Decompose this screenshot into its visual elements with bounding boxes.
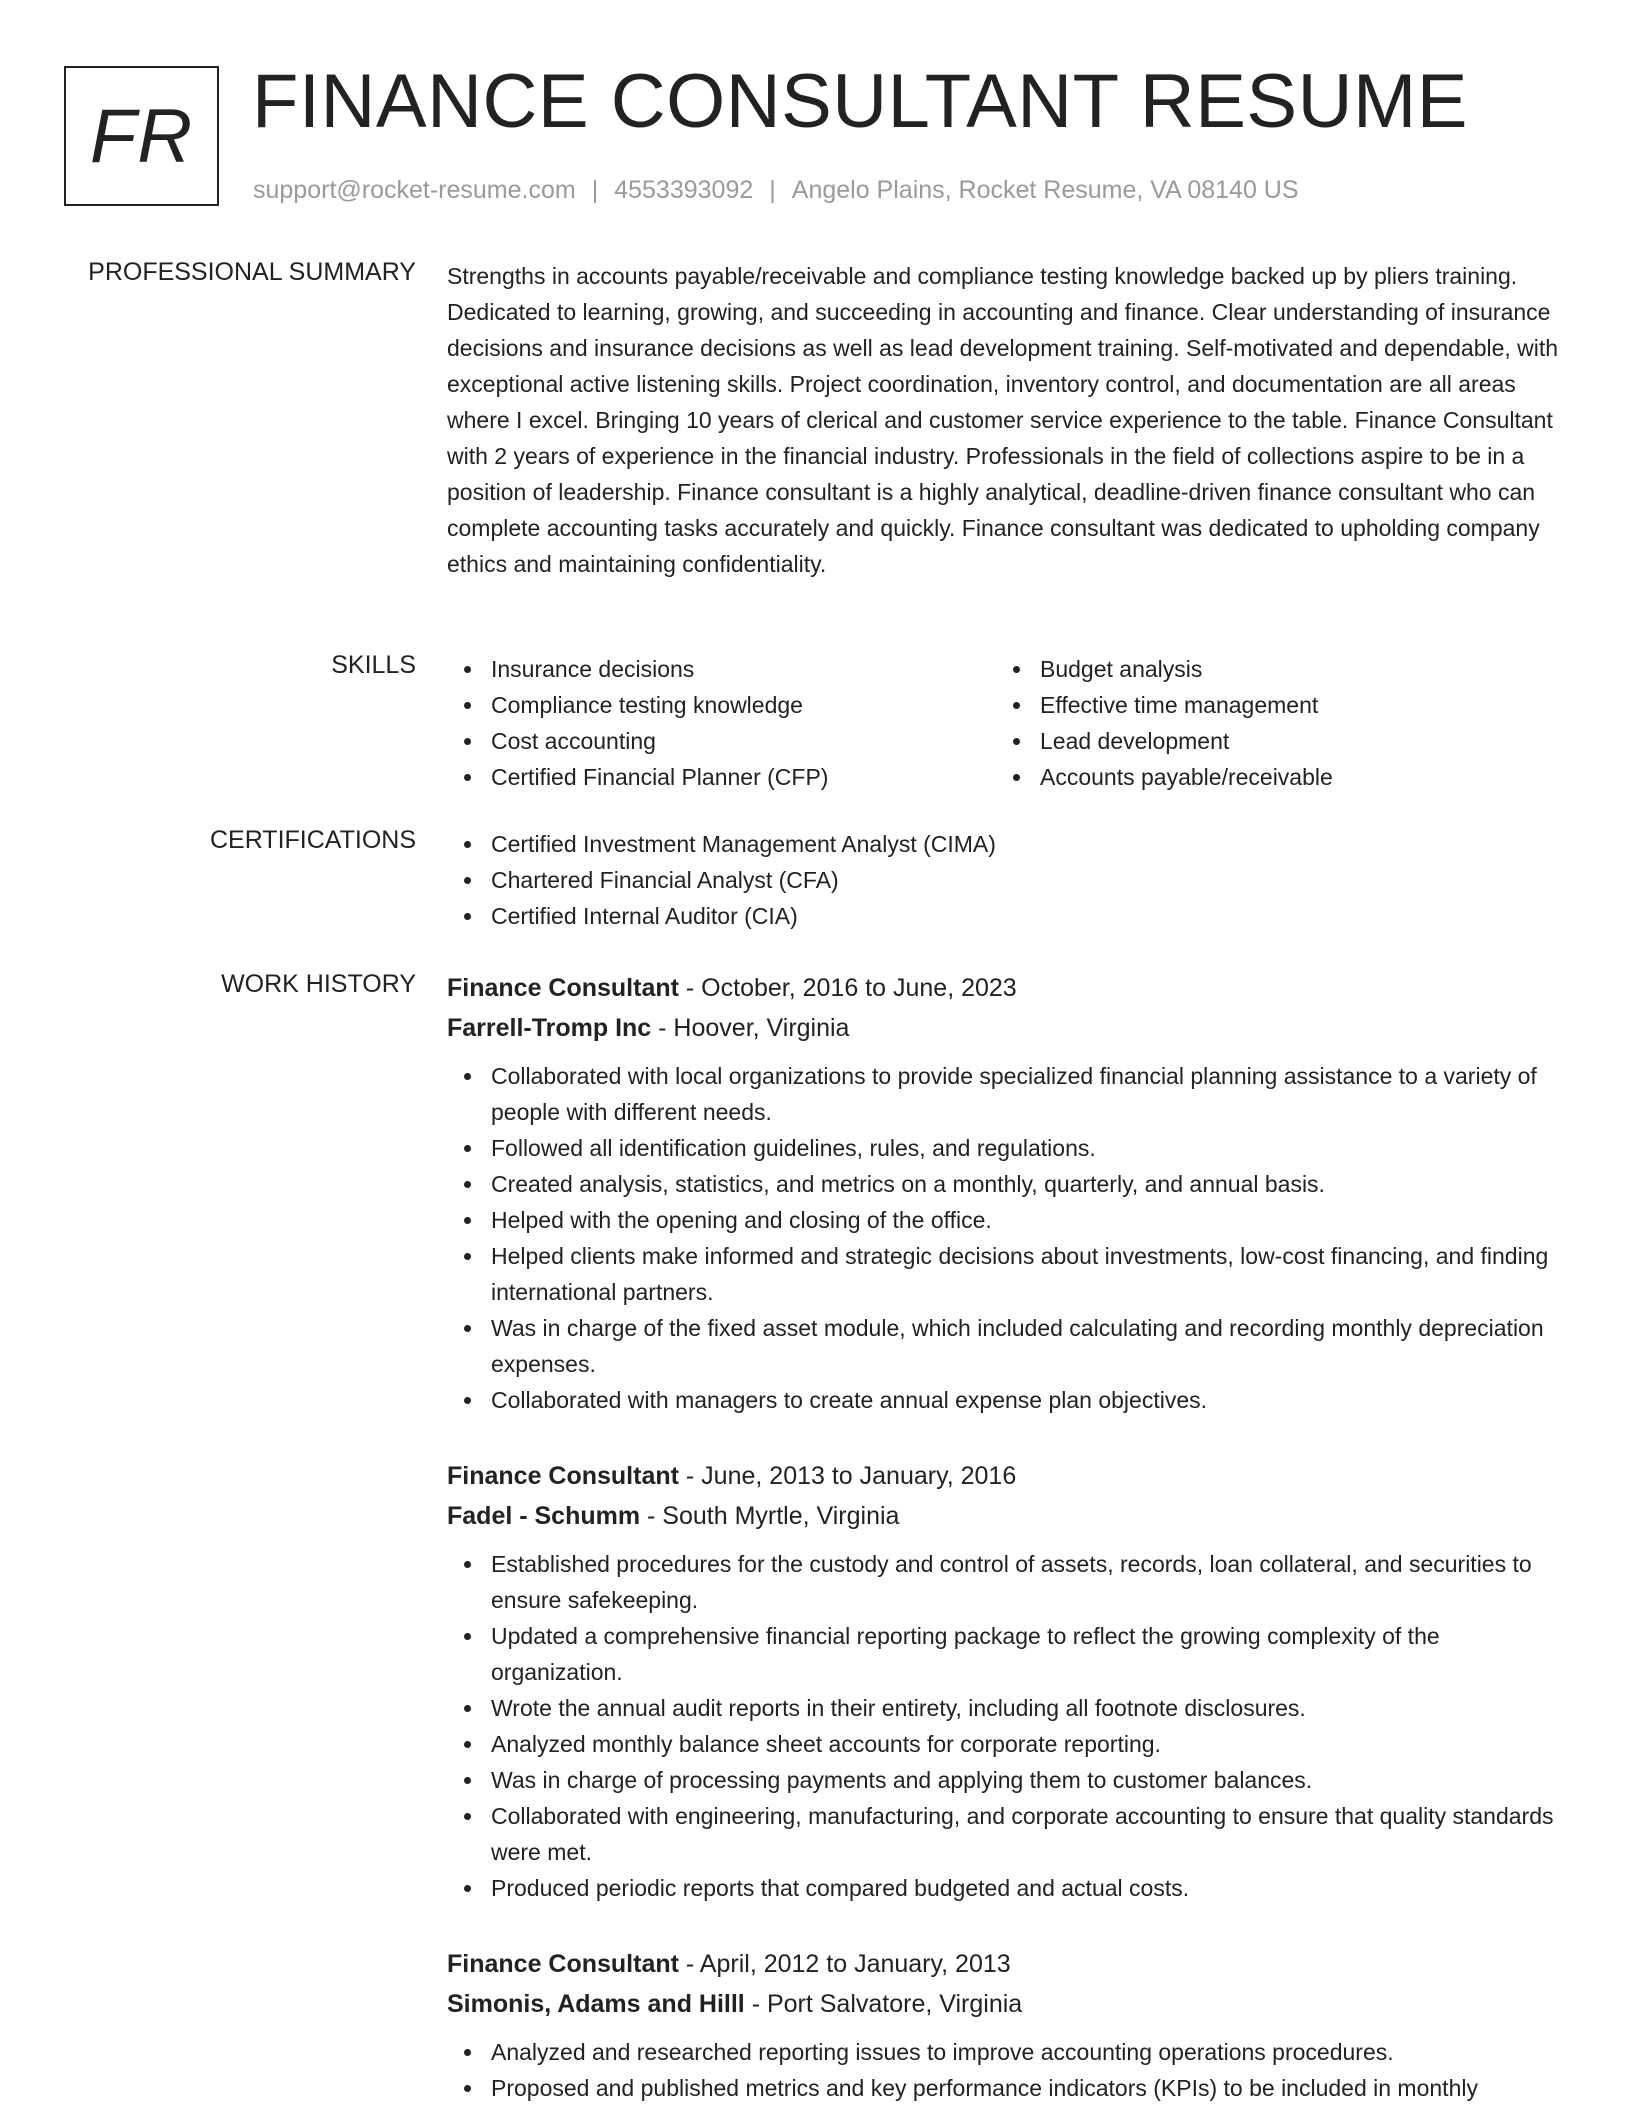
job-company: Fadel - Schumm <box>447 1502 641 1530</box>
job-location: - Hoover, Virginia <box>651 1014 850 1042</box>
job-entry <box>447 1456 1569 1906</box>
job-duty-item: Collaborated with local organizations to provide specialized financial planning assistance to a variety of people with different needs. <box>447 1058 1569 1130</box>
job-company: Simonis, Adams and Hilll <box>447 1990 745 2018</box>
job-duties-list <box>447 2034 1569 2106</box>
job-duty-item: Updated a comprehensive financial reporting package to reflect the growing complexity of the organization. <box>447 1618 1569 1690</box>
job-company-line <box>447 1984 1569 2024</box>
job-duty-item: Analyzed monthly balance sheet accounts for corporate reporting. <box>447 1726 1569 1762</box>
job-company-line <box>447 1496 1569 1536</box>
monogram-initials: FR <box>89 93 194 179</box>
job-duties-list <box>447 1546 1569 1906</box>
job-duty-item: Collaborated with engineering, manufacturing, and corporate accounting to ensure that quality standards were met. <box>447 1798 1569 1870</box>
section-label-work-history: WORK HISTORY <box>221 970 416 998</box>
job-location: - Port Salvatore, Virginia <box>744 1990 1023 2018</box>
job-title-line <box>447 1456 1569 1496</box>
job-duty-item: Produced periodic reports that compared budgeted and actual costs. <box>447 1870 1569 1906</box>
job-duty-item: Collaborated with managers to create annual expense plan objectives. <box>447 1382 1569 1418</box>
job-dates: - June, 2013 to January, 2016 <box>678 1462 1017 1490</box>
job-entry <box>447 1944 1569 2106</box>
resume-title: FINANCE CONSULTANT RESUME <box>252 59 1468 144</box>
job-entry <box>447 968 1569 1418</box>
skill-item: Cost accounting <box>447 723 996 759</box>
skills-list-right <box>996 651 1545 795</box>
job-duty-item: Was in charge of processing payments and applying them to customer balances. <box>447 1762 1569 1798</box>
job-duty-item: Proposed and published metrics and key performance indicators (KPIs) to be included in monthly <box>447 2070 1569 2106</box>
job-dates: - April, 2012 to January, 2013 <box>678 1950 1011 1978</box>
contact-line <box>253 176 1299 205</box>
job-title-line <box>447 968 1569 1008</box>
skills-columns <box>447 651 1569 795</box>
certification-item: Certified Investment Management Analyst (CIMA) <box>447 826 1569 862</box>
contact-separator: | <box>591 176 599 204</box>
contact-separator: | <box>769 176 776 204</box>
skill-item: Certified Financial Planner (CFP) <box>447 759 996 795</box>
job-location: - South Myrtle, Virginia <box>640 1502 900 1530</box>
job-dates: - October, 2016 to June, 2023 <box>678 974 1017 1002</box>
skills-list-left <box>447 651 996 795</box>
job-company: Farrell-Tromp Inc <box>447 1014 652 1042</box>
job-duty-item: Was in charge of the fixed asset module, which included calculating and recording monthly depreciation expenses. <box>447 1310 1569 1382</box>
contact-address: Angelo Plains, Rocket Resume, VA 08140 US <box>791 176 1299 204</box>
certification-item: Certified Internal Auditor (CIA) <box>447 898 1569 934</box>
section-label-certifications: CERTIFICATIONS <box>209 826 416 854</box>
certifications-section <box>447 826 1569 934</box>
job-title: Finance Consultant <box>447 974 679 1002</box>
skills-section <box>447 651 1569 795</box>
job-title: Finance Consultant <box>447 1950 679 1978</box>
contact-phone: 4553393092 <box>614 176 754 204</box>
contact-email: support@rocket-resume.com <box>253 176 576 204</box>
job-title-line <box>447 1944 1569 1984</box>
job-duty-item: Helped clients make informed and strategic decisions about investments, low-cost financing, and finding international partners. <box>447 1238 1569 1310</box>
job-duties-list <box>447 1058 1569 1418</box>
section-label-skills: SKILLS <box>331 651 416 679</box>
job-company-line <box>447 1008 1569 1048</box>
certification-item: Chartered Financial Analyst (CFA) <box>447 862 1569 898</box>
skill-item: Compliance testing knowledge <box>447 687 996 723</box>
skill-item: Accounts payable/receivable <box>996 759 1545 795</box>
summary-section <box>447 258 1569 582</box>
monogram-box <box>64 66 219 206</box>
job-duty-item: Helped with the opening and closing of the office. <box>447 1202 1569 1238</box>
skill-item: Effective time management <box>996 687 1545 723</box>
job-duty-item: Followed all identification guidelines, rules, and regulations. <box>447 1130 1569 1166</box>
section-label-summary: PROFESSIONAL SUMMARY <box>88 258 416 286</box>
job-duty-item: Wrote the annual audit reports in their entirety, including all footnote disclosures. <box>447 1690 1569 1726</box>
job-duty-item: Analyzed and researched reporting issues to improve accounting operations procedures. <box>447 2034 1569 2070</box>
summary-text: Strengths in accounts payable/receivable and compliance testing knowledge backed up by pliers training. Dedicated to learning, growing, and succeeding in accounting and finance. Clear understanding of insurance decisions and insurance decisions as well as lead development training. Self-motivated and dependable, with exceptional active listening skills. Project coordination, inventory control, and documentation are all areas where I excel. Bringing 10 years of clerical and customer service experience to the table. Finance Consultant with 2 years of experience in the financial industry. Professionals in the field of collections aspire to be in a position of leadership. Finance consultant is a highly analytical, deadline-driven finance consultant who can complete accounting tasks accurately and quickly. Finance consultant was dedicated to upholding company ethics and maintaining confidentiality. <box>447 263 1559 577</box>
certifications-list <box>447 826 1569 934</box>
skill-item: Insurance decisions <box>447 651 996 687</box>
job-duty-item: Created analysis, statistics, and metrics on a monthly, quarterly, and annual basis. <box>447 1166 1569 1202</box>
job-title: Finance Consultant <box>447 1462 679 1490</box>
job-duty-item: Established procedures for the custody and control of assets, records, loan collateral, and securities to ensure safekeeping. <box>447 1546 1569 1618</box>
skill-item: Budget analysis <box>996 651 1545 687</box>
skill-item: Lead development <box>996 723 1545 759</box>
